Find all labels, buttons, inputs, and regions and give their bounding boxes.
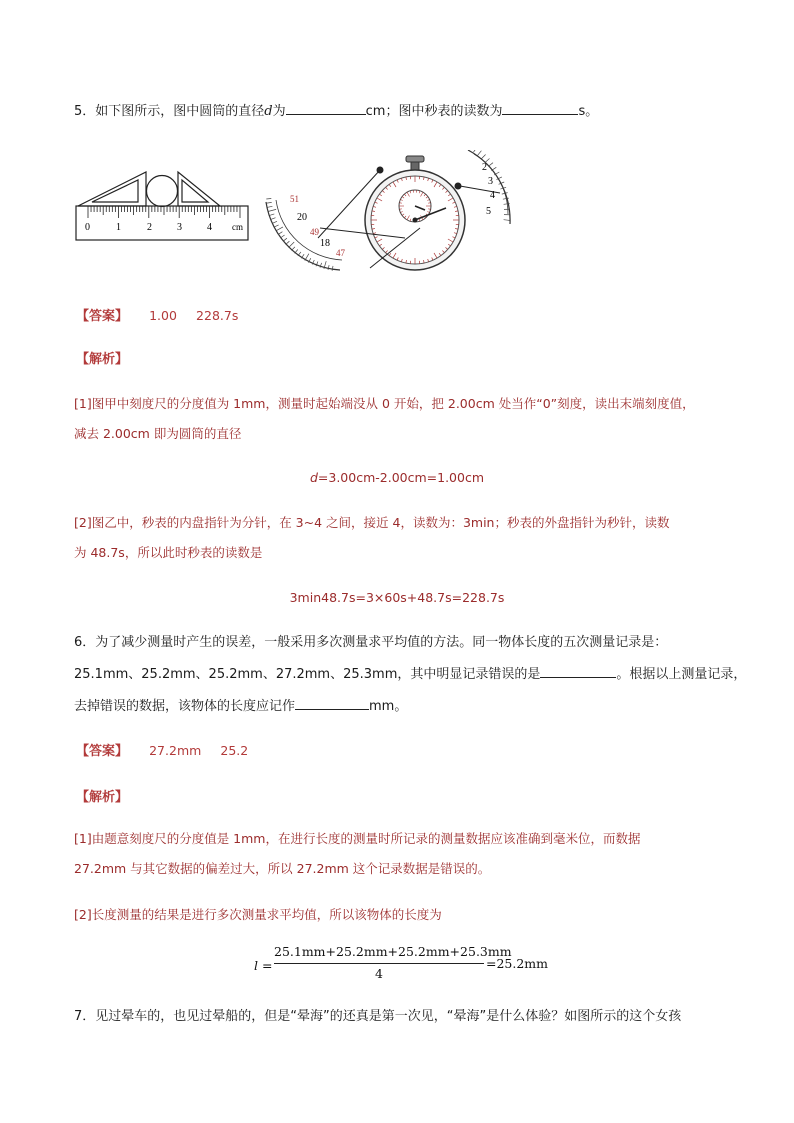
scale-tick xyxy=(488,163,493,167)
arc-tick xyxy=(274,225,279,227)
q5-text-b: 为 xyxy=(272,104,286,119)
q5-unit-cm: cm；图中秒表的读数为 xyxy=(365,104,503,119)
q5-analysis-tag: 【解析】 xyxy=(76,352,129,367)
arc-tick xyxy=(283,238,287,241)
arc-tick xyxy=(278,232,282,235)
scale-tick xyxy=(504,220,510,221)
ruler-label-4: 4 xyxy=(207,222,212,233)
q6-analysis-1-line-2: 27.2mm 与其它数据的偏差过大，所以 27.2mm 这个记录数据是错误的。 xyxy=(74,861,491,876)
arc-tick xyxy=(305,254,309,261)
arc-label-51: 51 xyxy=(290,194,299,204)
q6-text-2a: 25.1mm、25.2mm、25.2mm、27.2mm、25.3mm，其中明显记录错误的是 xyxy=(74,667,541,682)
q5-blank-diameter[interactable] xyxy=(286,100,366,115)
q6-line-3 xyxy=(74,695,407,717)
q5-text-a: 如下图所示，图中圆筒的直径 xyxy=(95,104,265,119)
q7-text: 见过晕车的，也见过晕船的，但是“晕海”的还真是第一次见，“晕海”是什么体验？如图所示的这个女孩 xyxy=(95,1009,682,1024)
arc-tick xyxy=(268,209,276,211)
arc-tick xyxy=(272,221,277,223)
ruler-label-2: 2 xyxy=(147,222,152,233)
scale-label-3: 3 xyxy=(488,176,493,187)
scale-label-4: 4 xyxy=(490,190,495,201)
arc-label-18: 18 xyxy=(320,238,330,249)
q5-number: 5． xyxy=(74,104,96,119)
q7-line-1 xyxy=(74,1007,681,1027)
triangles-and-cylinder xyxy=(78,172,220,207)
arc-label-47: 47 xyxy=(336,248,345,258)
scale-label-5: 5 xyxy=(486,206,491,217)
q6-analysis-2: [2]长度测量的结果是进行多次测量求平均值，所以该物体的长度为 xyxy=(74,907,442,922)
arc-tick xyxy=(267,202,272,203)
q6-text-2b: 。根据以上测量记录， xyxy=(616,667,747,682)
ruler-label-cm: cm xyxy=(232,222,243,232)
arc-tick xyxy=(271,218,276,220)
arc-tick xyxy=(289,242,295,248)
arc-tick xyxy=(286,241,290,244)
arc-tick xyxy=(268,206,273,207)
q6-answer xyxy=(76,740,248,759)
q6-fraction-bar xyxy=(274,963,484,964)
ruler-label-3: 3 xyxy=(177,222,182,233)
arc-tick xyxy=(291,247,295,251)
q5-stem xyxy=(74,100,598,122)
q5-blank-stopwatch[interactable] xyxy=(502,100,578,115)
arc-tick xyxy=(276,227,283,231)
q5-var-d: d xyxy=(264,104,273,119)
q6-text-3a: 去掉错误的数据，该物体的长度应记作 xyxy=(74,699,296,714)
q6-formula-numerator: 25.1mm+25.2mm+25.2mm+25.3mm xyxy=(274,944,512,959)
q5-analysis-2-line-1: [2]图乙中，秒表的内盘指针为分针，在 3~4 之间，接近 4，读数为：3min；秒表的外盘指针为秒针，读数 xyxy=(74,515,670,530)
q5-formula-1 xyxy=(0,468,794,488)
arc-tick xyxy=(281,235,285,238)
q6-blank-length[interactable] xyxy=(295,695,369,710)
q5-analysis-2-line-2: 为 48.7s，所以此时秒表的读数是 xyxy=(74,545,263,560)
scale-tick xyxy=(478,151,482,156)
q6-formula-denominator: 4 xyxy=(375,966,383,981)
q7-number: 7． xyxy=(74,1009,96,1024)
q5-analysis-1-line-1: [1]图甲中刻度尺的分度值为 1mm，测量时起始端没从 0 开始，把 2.00cm 处当作“0”刻度，读出末端刻度值， xyxy=(74,396,695,411)
ruler-label-1: 1 xyxy=(116,222,121,233)
q5-formula-1-var: d xyxy=(309,470,318,485)
arc-label-20: 20 xyxy=(297,212,307,223)
q6-blank-wrong-record[interactable] xyxy=(540,663,616,678)
q6-answer-1: 27.2mm xyxy=(149,743,202,758)
q5-formula-2: 3min48.7s=3×60s+48.7s=228.7s xyxy=(289,590,505,605)
q5-analysis-1-line-2: 减去 2.00cm 即为圆筒的直径 xyxy=(74,426,242,441)
q6-answer-2: 25.2 xyxy=(220,743,249,758)
scale-label-2: 2 xyxy=(482,162,487,173)
q6-line-2 xyxy=(74,663,746,685)
q5-unit-s: s。 xyxy=(578,104,599,119)
q6-text-3b: mm。 xyxy=(369,699,408,714)
q5-answer-tag: 【答案】 xyxy=(76,309,129,324)
q6-analysis-1-line-1: [1]由题意刻度尺的分度值是 1mm，在进行长度的测量时所记录的测量数据应该准确到毫米位，而数据 xyxy=(74,831,641,846)
q5-answer xyxy=(76,305,238,324)
ruler-label-0: 0 xyxy=(85,222,90,233)
arc-tick xyxy=(332,266,333,271)
q5-figure xyxy=(70,150,530,275)
q5-answer-2: 228.7s xyxy=(196,308,239,323)
q6-number: 6． xyxy=(74,635,96,650)
arc-scale xyxy=(266,194,346,271)
q5-formula-1-text: =3.00cm-2.00cm=1.00cm xyxy=(317,470,485,485)
q6-line-1 xyxy=(74,633,667,653)
right-scale xyxy=(465,150,510,224)
arc-tick xyxy=(295,250,298,254)
scale-tick xyxy=(481,155,485,159)
arc-tick xyxy=(266,199,271,200)
q6-analysis-tag: 【解析】 xyxy=(76,790,129,805)
ruler xyxy=(76,206,248,240)
scale-tick xyxy=(474,150,478,152)
arc-tick xyxy=(270,214,275,216)
q6-formula-lhs: l = xyxy=(254,958,273,973)
q5-answer-1: 1.00 xyxy=(149,308,177,323)
q6-text-1: 为了减少测量时产生的误差，一般采用多次测量求平均值的方法。同一物体长度的五次测量记录是： xyxy=(95,635,668,650)
q6-answer-tag: 【答案】 xyxy=(76,744,129,759)
q6-formula-result: =25.2mm xyxy=(486,956,549,971)
arc-label-49: 49 xyxy=(310,227,319,237)
